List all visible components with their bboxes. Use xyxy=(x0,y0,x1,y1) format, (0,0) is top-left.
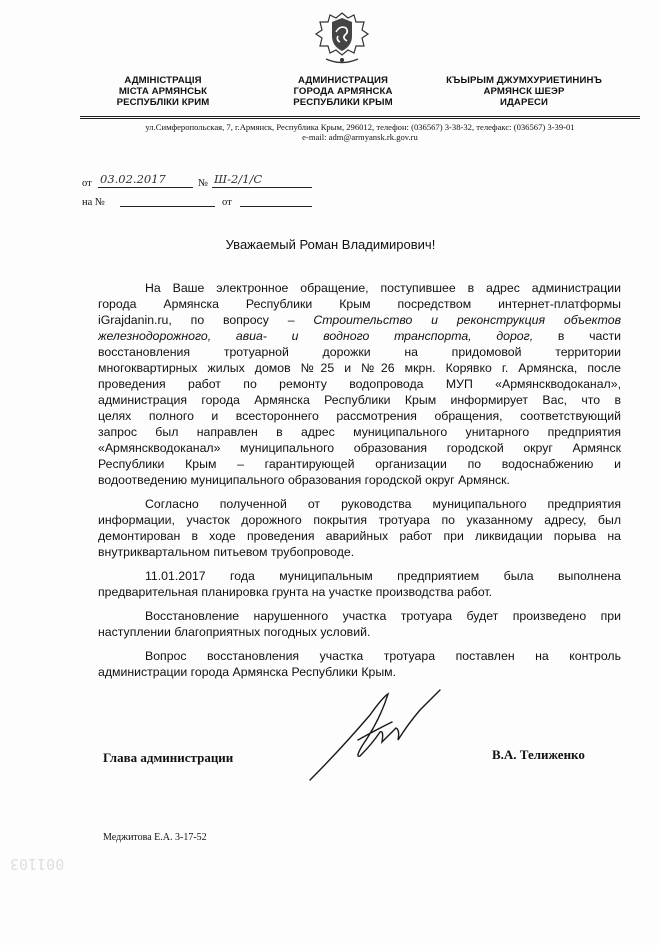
reg-on-line xyxy=(120,206,215,207)
org-center-line-3: РЕСПУБЛИКИ КРЫМ xyxy=(293,97,393,108)
topic-text: железнодорожного, авиа- и водного транспорта, дорог, xyxy=(98,329,534,343)
reg-date-value: 03.02.2017 xyxy=(100,172,166,186)
org-left-line-3: РЕСПУБЛІКИ КРИМ xyxy=(116,97,210,108)
handwritten-signature xyxy=(300,680,450,785)
org-left-line-2: МІСТА АРМЯНСЬК xyxy=(118,86,208,97)
body-line: города Армянска Республики Крым посредством интернет-платформы xyxy=(98,297,621,311)
body-line xyxy=(98,312,621,328)
body-line: предварительная планировка грунта на участке производства работ. xyxy=(98,585,493,599)
executor-contact: Меджитова Е.А. 3-17-52 xyxy=(103,832,207,843)
header-divider-bottom xyxy=(80,118,640,119)
body-text: в части xyxy=(533,329,621,343)
reg-on-label: на № xyxy=(82,197,105,208)
reg-ot-label: от xyxy=(222,197,232,208)
header-divider-top xyxy=(80,116,640,117)
body-line: администрации города Армянска Республики Крым. xyxy=(98,665,397,679)
org-right-line-2: АРМЯНСК ШЕЭР xyxy=(483,86,565,97)
org-left-line-1: АДМІНІСТРАЦІЯ xyxy=(124,75,202,86)
reg-number-value: Ш-2/1/С xyxy=(214,172,263,186)
body-line: запрос был направлен в адрес муниципального унитарного предприятия xyxy=(98,425,621,439)
org-center-line-2: ГОРОДА АРМЯНСКА xyxy=(293,86,393,97)
org-center-line-1: АДМИНИСТРАЦИЯ xyxy=(298,75,388,86)
reg-ot-line xyxy=(240,206,312,207)
reg-from-label: от xyxy=(82,178,92,189)
header-email: e-mail: adm@armyansk.rk.gov.ru xyxy=(302,132,418,142)
body-line: многоквартирных жилых домов №25 и №26 мкрн. Корявко г. Армянска, после xyxy=(98,361,621,375)
body-line: Республики Крым – гарантирующей организации по водоснабжению и xyxy=(98,457,621,471)
org-right-line-1: КЪЫРЫМ ДЖУМХУРИЕТИНИНЪ xyxy=(446,75,602,86)
body-text: iGrajdanin.ru, по вопросу – xyxy=(98,313,314,327)
signatory-title: Глава администрации xyxy=(103,750,234,765)
body-line: Согласно полученной от руководства муниципального предприятия xyxy=(145,497,621,511)
reg-number-line xyxy=(212,187,312,188)
body-line xyxy=(98,328,621,344)
body-line: водоотведению муниципального образования городской округ Армянск. xyxy=(98,473,510,487)
org-header-russian xyxy=(278,75,408,108)
body-line: Восстановление нарушенного участка тротуара будет произведено при xyxy=(145,609,621,623)
org-right-line-3: ИДАРЕСИ xyxy=(500,97,548,108)
body-line: проведения работ по ремонту водопровода МУП «Армянскводоканал», xyxy=(98,377,621,391)
body-line: информации, участок дорожного покрытия тротуара по указанному адресу, был xyxy=(98,513,621,527)
body-line: восстановления тротуарной дорожки на придомовой территории xyxy=(98,345,621,359)
org-header-ukrainian xyxy=(98,75,228,108)
body-line: На Ваше электронное обращение, поступившее в адрес администрации xyxy=(145,281,621,295)
body-line: наступлении благоприятных погодных условий. xyxy=(98,625,371,639)
reg-number-label: № xyxy=(198,178,209,189)
body-line: внутриквартальном питьевом трубопроводе. xyxy=(98,545,355,559)
topic-text: Строительство и реконструкция объектов xyxy=(313,313,621,327)
body-line: Вопрос восстановления участка тротуара поставлен на контроль xyxy=(145,649,621,663)
body-line: 11.01.2017 года муниципальным предприятием была выполнена xyxy=(145,569,621,583)
reg-date-line xyxy=(98,187,193,188)
registry-stamp: 001103 xyxy=(10,855,65,873)
header-address: ул.Симферопольская, 7, г.Армянск, Республика Крым, 296012, телефон: (036567) 3-38-32, телефакс: (036567) 3-39-01 xyxy=(145,122,575,132)
body-line: «Армянскводоканал» муниципального образования городской округ Армянск xyxy=(98,441,621,455)
salutation: Уважаемый Роман Владимирович! xyxy=(225,237,436,252)
body-line: демонтирован в ходе проведения аварийных работ при ликвидации порыва на xyxy=(98,529,621,543)
signatory-name: В.А. Телиженко xyxy=(492,747,585,762)
body-line: администрация города Армянска Республики Крым информирует Вас, что в xyxy=(98,393,621,407)
body-line: целях полного и всестороннего рассмотрения обращения, соответствующий xyxy=(98,409,621,423)
crimea-coat-of-arms-icon xyxy=(312,10,372,68)
org-header-crimean-tatar xyxy=(444,75,604,108)
